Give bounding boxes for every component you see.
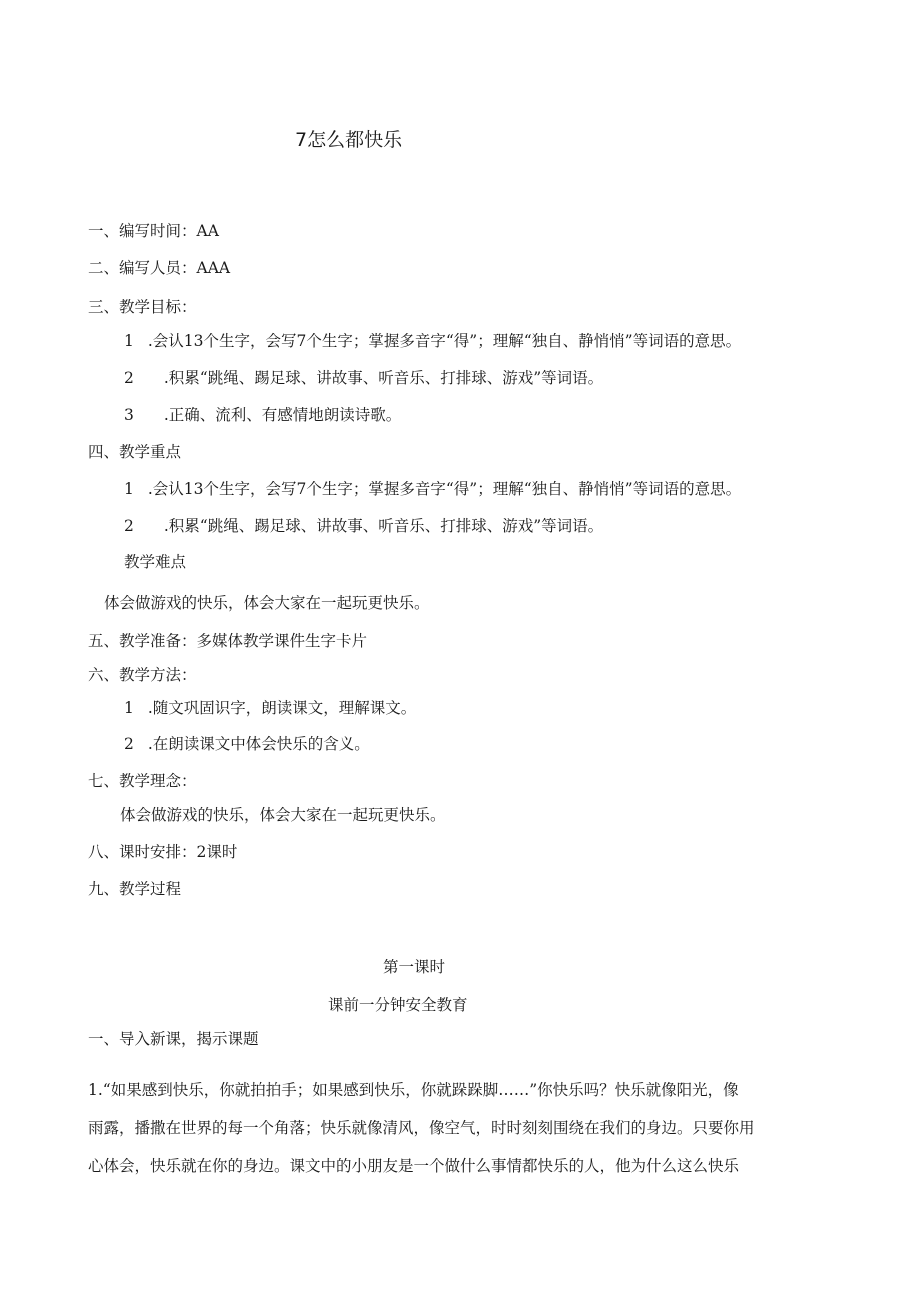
objective-item-1 (124, 330, 741, 352)
objective-number: 3 (124, 406, 134, 424)
objective-text: .会认13个生字，会写7个生字；掌握多音字“得”；理解“独自、静悄悄”等词语的意思。 (147, 332, 742, 350)
lesson-step-1: 一、导入新课，揭示课题 (88, 1030, 259, 1048)
method-text: .随文巩固识字，朗读课文，理解课文。 (147, 699, 417, 717)
section-authors: 二、编写人员：AAA (88, 259, 231, 277)
key-point-text: .会认13个生字，会写7个生字；掌握多音字“得”；理解“独自、静悄悄”等词语的意思。 (147, 480, 742, 498)
paragraph-line-1: 1.“如果感到快乐，你就拍拍手；如果感到快乐，你就跺跺脚……”你快乐吗？快乐就像阳光，像 (88, 1081, 739, 1099)
section-schedule: 八、课时安排：2课时 (88, 843, 238, 861)
key-point-item-2 (124, 515, 603, 537)
lesson-heading: 第一课时 (383, 958, 446, 976)
difficulty-heading: 教学难点 (124, 553, 187, 571)
section-objectives-heading: 三、教学目标： (88, 298, 197, 316)
key-point-item-1 (124, 478, 741, 500)
objective-number: 2 (124, 369, 134, 387)
section-concept-heading: 七、教学理念： (88, 772, 197, 790)
objective-number: 1 (124, 332, 134, 350)
objective-text: .正确、流利、有感情地朗读诗歌。 (163, 406, 402, 424)
method-item-1 (124, 697, 416, 719)
section-writing-time: 一、编写时间：AA (88, 222, 219, 240)
paragraph-line-3: 心体会，快乐就在你的身边。课文中的小朋友是一个做什么事情都快乐的人，他为什么这么快乐 (88, 1157, 740, 1175)
objective-item-2 (124, 367, 603, 389)
key-point-number: 1 (124, 480, 134, 498)
section-process-heading: 九、教学过程 (88, 880, 182, 898)
method-number: 2 (124, 735, 134, 753)
section-methods-heading: 六、教学方法： (88, 666, 197, 684)
difficulty-text: 体会做游戏的快乐，体会大家在一起玩更快乐。 (104, 594, 430, 612)
objective-text: .积累“跳绳、踢足球、讲故事、听音乐、打排球、游戏”等词语。 (163, 369, 604, 387)
method-number: 1 (124, 699, 134, 717)
concept-text: 体会做游戏的快乐，体会大家在一起玩更快乐。 (120, 806, 446, 824)
document-title: 7怎么都快乐 (295, 129, 403, 151)
method-text: .在朗读课文中体会快乐的含义。 (147, 735, 370, 753)
section-preparation: 五、教学准备：多媒体教学课件生字卡片 (88, 632, 368, 650)
objective-item-3 (124, 404, 401, 426)
method-item-2 (124, 733, 370, 755)
section-key-points-heading: 四、教学重点 (88, 443, 182, 461)
key-point-number: 2 (124, 517, 134, 535)
paragraph-line-2: 雨露，播撒在世界的每一个角落；快乐就像清风，像空气，时时刻刻围绕在我们的身边。只要你用 (88, 1119, 755, 1137)
key-point-text: .积累“跳绳、踢足球、讲故事、听音乐、打排球、游戏”等词语。 (163, 517, 604, 535)
lesson-subheading: 课前一分钟安全教育 (328, 996, 468, 1014)
